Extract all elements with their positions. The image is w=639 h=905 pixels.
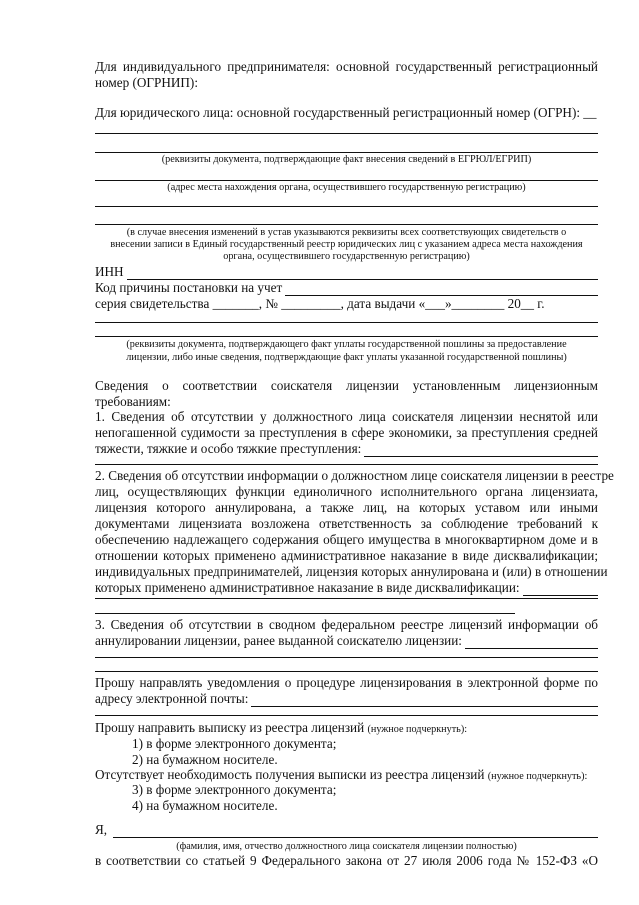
item1-field[interactable] [364, 444, 598, 457]
item1-line-2: непогашенной судимости за преступления в сфере экономики, за преступления средней [95, 425, 598, 440]
ogrn-label: Для юридического лица: основной государственный регистрационный номер (ОГРН): __ [95, 105, 597, 120]
email-field[interactable] [251, 694, 598, 707]
item2-line-3: лицензия которого аннулирована, а также лиц, на которых уставом или иными [95, 500, 598, 515]
email-label: адресу электронной почты: [95, 691, 249, 706]
egrul-caption: (реквизиты документа, подтверждающие факт внесения сведений в ЕГРЮЛ/ЕГРИП) [161, 154, 532, 165]
ogrnip-line-2: номер (ОГРНИП): [95, 75, 198, 90]
ogrn-line[interactable] [95, 133, 598, 134]
item2-row-8 [95, 580, 598, 596]
item2-line-5: обеспечению надлежащего содержания общего имущества в многоквартирном доме и в [95, 532, 598, 547]
extract-option-1[interactable]: 1) в форме электронного документа; [132, 736, 337, 751]
item1-line[interactable] [95, 464, 598, 465]
fee-caption-1: (реквизиты документа, подтверждающего факт уплаты государственной пошлины за предоставление [126, 339, 567, 350]
extract-option-2[interactable]: 2) на бумажном носителе. [132, 752, 278, 767]
certificate-line[interactable]: серия свидетельства _______, № _________, дата выдачи «___»________ 20__ г. [95, 296, 545, 311]
item3-line-a[interactable] [95, 657, 598, 658]
item2-line-b[interactable] [95, 613, 515, 614]
item2-line-7: индивидуальных предпринимателей, лицензия которых аннулирована и (или) в отношении [95, 564, 608, 579]
reg-body-caption: (адрес места нахождения органа, осуществившего государственную регистрацию) [167, 182, 526, 193]
item1-line-3: тяжести, тяжкие и особо тяжкие преступления: [95, 441, 362, 456]
item3-line-2: аннулировании лицензии, ранее выданной соискателю лицензии: [95, 633, 462, 648]
email-line-1: Прошу направлять уведомления о процедуре лицензирования в электронной форме по [95, 675, 598, 690]
extract-option-4[interactable]: 4) на бумажном носителе. [132, 798, 278, 813]
signer-row [95, 822, 598, 838]
extract-no-need: Отсутствует необходимость получения выписки из реестра лицензий [95, 767, 485, 782]
fee-caption-2: лицензии, либо иные сведения, подтверждающие факт уплаты указанной государственной пошлины) [126, 352, 567, 363]
inn-label: ИНН [95, 264, 124, 279]
changes-caption-1: (в случае внесения изменений в устав указываются реквизиты всех соответствующих свидетельств о [126, 227, 567, 238]
item3-line-1: 3. Сведения об отсутствии в сводном федеральном реестре лицензий информации об [95, 617, 598, 632]
inn-row [95, 264, 598, 280]
kpp-field[interactable] [285, 283, 598, 296]
extract-option-3[interactable]: 3) в форме электронного документа; [132, 782, 337, 797]
extract-request: Прошу направить выписку из реестра лицензий [95, 720, 365, 735]
item2-field[interactable] [523, 583, 598, 596]
fee-line-1[interactable] [95, 322, 598, 323]
item2-line-4: документами лицензиата возложена ответственность за соблюдение требований к [95, 516, 598, 531]
item2-line-8: которых применено административное наказание в виде дисквалификации: [95, 580, 520, 595]
extract-request-row [95, 720, 467, 736]
email-row [95, 691, 598, 707]
inn-field[interactable] [127, 267, 598, 280]
item1-row-3 [95, 441, 598, 457]
item3-field[interactable] [465, 636, 598, 649]
changes-line-2[interactable] [95, 224, 598, 225]
signer-ya: Я, [95, 822, 108, 837]
fee-line-2[interactable] [95, 336, 598, 337]
item2-line-a[interactable] [95, 598, 598, 599]
ogrnip-line-1: Для индивидуального предпринимателя: основной государственный регистрационный [95, 59, 598, 74]
law-reference: в соответствии со статьей 9 Федерального закона от 27 июля 2006 года № 152-ФЗ «О [95, 853, 598, 868]
signer-name-field[interactable] [113, 825, 598, 838]
changes-line-1[interactable] [95, 206, 598, 207]
extract-no-need-note: (нужное подчеркнуть): [487, 771, 588, 782]
fio-caption: (фамилия, имя, отчество должностного лица соискателя лицензии полностью) [176, 841, 517, 852]
item3-line-b[interactable] [95, 671, 598, 672]
changes-caption-3: органа, осуществившего государственную регистрацию) [223, 251, 470, 262]
kpp-label: Код причины постановки на учет [95, 280, 283, 295]
item2-line-2: лиц, осуществляющих функции единоличного исполнительного органа лицензиата, [95, 484, 598, 499]
extract-request-note: (нужное подчеркнуть): [367, 724, 468, 735]
requirements-intro-1: Сведения о соответствии соискателя лицензии установленным лицензионным [95, 378, 598, 393]
item2-line-1: 2. Сведения об отсутствии информации о должностном лице соискателя лицензии в реестре [95, 468, 614, 483]
email-line-extra[interactable] [95, 715, 598, 716]
changes-caption-2: внесении записи в Единый государственный реестр юридических лиц с указанием адреса места нахождения [110, 239, 583, 250]
kpp-row [95, 280, 598, 296]
item2-line-6: отношении которых применено административное наказание в виде дисквалификации; [95, 548, 598, 563]
extract-no-need-row [95, 767, 587, 783]
item3-row-2 [95, 633, 598, 649]
requirements-intro-2: требованиям: [95, 394, 171, 409]
item1-line-1: 1. Сведения об отсутствии у должностного лица соискателя лицензии неснятой или [95, 409, 598, 424]
